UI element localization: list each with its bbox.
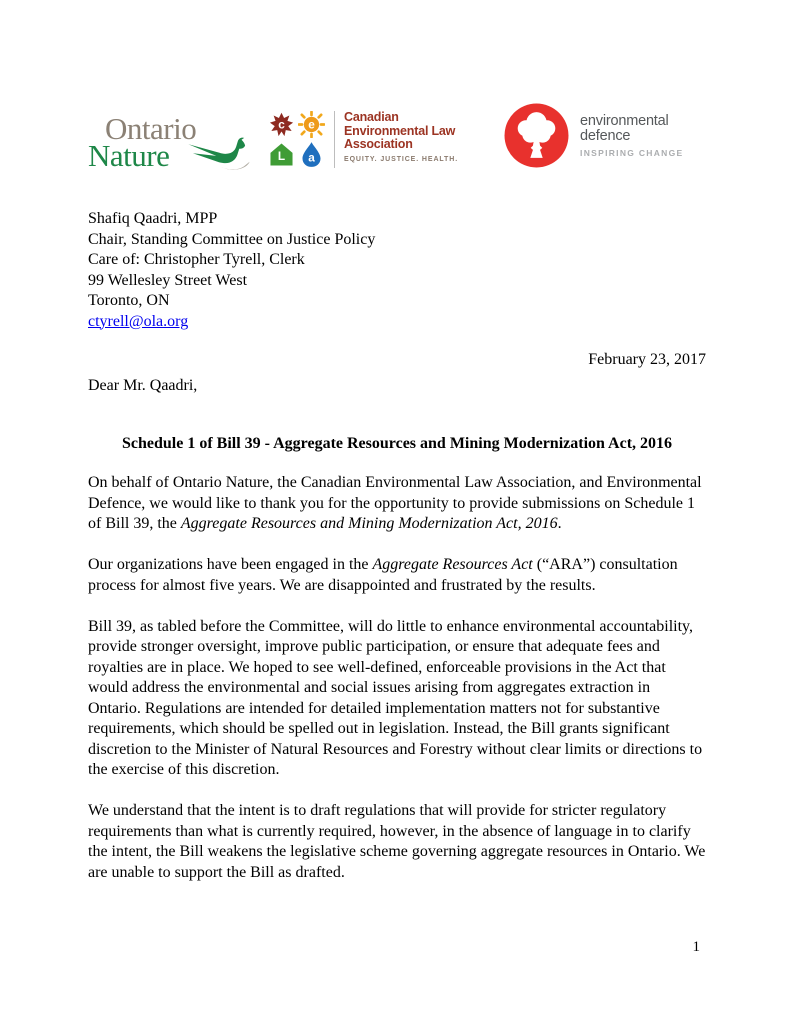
cela-name-line: Association — [344, 137, 413, 151]
svg-text:e: e — [308, 117, 315, 132]
letter-paragraph: Bill 39, as tabled before the Committee, will do little to enhance environmental accountability, provide stronger oversight, improve public participation, or ensure that adequate fees and royalties are in place. We hoped to see well-defined, enforceable provisions in the Act that would address the environmental and social issues arising from aggregates extraction in Ontario. Regulations are intended for detailed implementation matters not for substantive requirements, which should be spelled out in legislation. Instead, the Bill grants significant discretion to the Minister of Natural Resources and Forestry without clear limits or directions to the exercise of this discretion. — [88, 617, 703, 778]
recipient-lines — [88, 209, 375, 312]
cela-name-line: Environmental Law — [344, 123, 456, 138]
recipient-line: Care of: Christopher Tyrell, Clerk — [88, 251, 305, 268]
recipient-line: Toronto, ON — [88, 292, 170, 309]
ed-tagline: INSPIRING CHANGE — [580, 147, 684, 158]
cela-house-icon — [268, 141, 295, 168]
environmental-defence-logo — [504, 103, 683, 168]
recipient-line: 99 Wellesley Street West — [88, 271, 248, 289]
cela-logo — [268, 111, 458, 168]
ontario-nature-logo — [88, 111, 258, 181]
page-number: 1 — [692, 939, 700, 955]
cela-icon-grid — [268, 111, 325, 168]
ontario-nature-wordmark-top: Ontario — [105, 111, 197, 146]
letter-paragraph: Our organizations have been engaged in the Aggregate Resources Act (“ARA”) consultation process for almost five years. We are disappointed and frustrated by the results. — [88, 556, 678, 594]
ed-name-line: environmental — [580, 112, 669, 129]
ed-name-line: defence — [580, 128, 631, 144]
email-link[interactable]: ctyrell@ola.org — [88, 312, 189, 330]
cela-tagline: EQUITY. JUSTICE. HEALTH. — [344, 155, 459, 163]
svg-text:a: a — [308, 150, 315, 165]
logo-bar — [88, 103, 684, 181]
cela-leaf-icon — [268, 111, 295, 138]
svg-text:c: c — [278, 117, 285, 132]
cela-drop-icon — [298, 141, 325, 168]
tree-icon — [504, 103, 569, 168]
goose-icon — [178, 137, 260, 173]
subject-heading: Schedule 1 of Bill 39 - Aggregate Resources and Mining Modernization Act, 2016 — [121, 435, 673, 452]
cela-sun-icon — [298, 111, 325, 138]
ontario-nature-wordmark-bottom: Nature — [88, 138, 170, 173]
environmental-defence-wordmark — [580, 114, 683, 158]
letter-body — [88, 473, 706, 904]
letter-date: February 23, 2017 — [588, 351, 706, 368]
recipient-line: Shafiq Qaadri, MPP — [88, 210, 218, 227]
letter-paragraph: We understand that the intent is to draft regulations that will provide for stricter regulatory requirements than what is currently required, however, in the absence of language in to clarify the intent, the Bill weakens the legislative scheme governing aggregate resources in Ontario. We are unable to support the Bill as drafted. — [88, 802, 706, 881]
salutation: Dear Mr. Qaadri, — [88, 377, 198, 394]
cela-wordmark — [344, 111, 458, 163]
cela-name-line: Canadian — [344, 110, 399, 124]
recipient-block — [88, 209, 375, 332]
recipient-line: Chair, Standing Committee on Justice Policy — [88, 230, 376, 248]
svg-text:L: L — [277, 149, 286, 164]
letter-paragraph: On behalf of Ontario Nature, the Canadian Environmental Law Association, and Environmental Defence, we would like to thank you for the opportunity to provide submissions on Schedule 1 of Bill 39, the Aggregate Resources and Mining Modernization Act, 2016. — [88, 474, 702, 532]
cela-divider — [334, 111, 335, 168]
